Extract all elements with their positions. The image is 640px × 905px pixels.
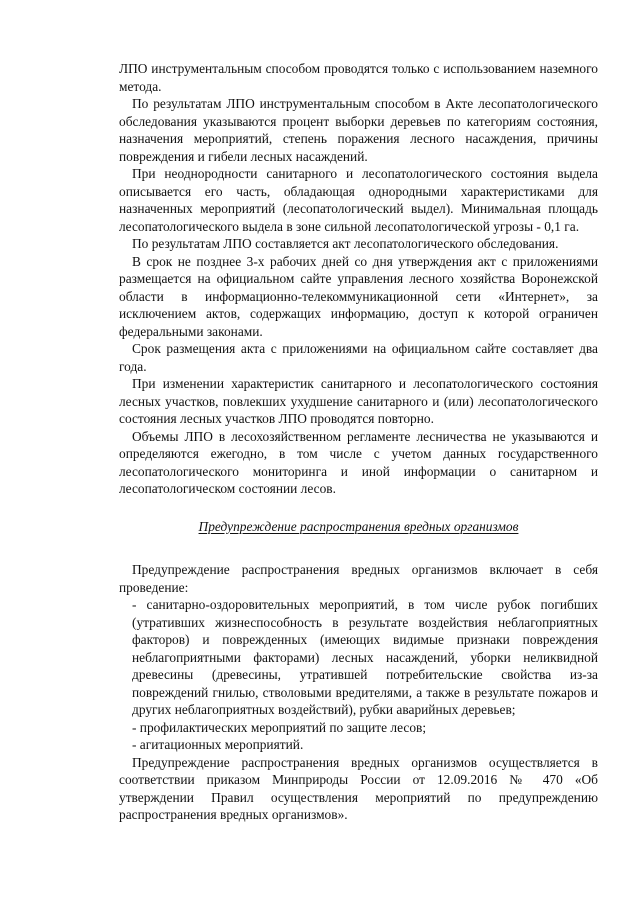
paragraph: По результатам ЛПО составляется акт лесопатологического обследования. — [132, 236, 559, 251]
section-heading: Предупреждение распространения вредных организмов — [198, 518, 519, 534]
paragraph: ЛПО инструментальным способом проводятся только с использованием наземного метода. — [119, 61, 598, 94]
spacer — [119, 535, 598, 561]
paragraph: При изменении характеристик санитарного и лесопатологического состояния лесных участков, повлекших ухудшение санитарного и (или) лесопатологического состояния лесных участков ЛПО проводятся повторно. — [119, 376, 598, 426]
paragraph: По результатам ЛПО инструментальным способом в Акте лесопатологического обследования указываются процент выборки деревьев по категориям состояния, назначения мероприятий, степень поражения лесного насаждения, причины повреждения и гибели лесных насаждений. — [119, 96, 598, 164]
closing-paragraph: Предупреждение распространения вредных организмов осуществляется в соответствии приказом Минприроды России от 12.09.2016 № 470 «Об утверждении Правил осуществления мероприятий по предупреждению распространения вредных организмов». — [119, 754, 598, 822]
paragraph: В срок не позднее 3-х рабочих дней со дня утверждения акт с приложениями размещается на официальном сайте управления лесного хозяйства Воронежской области в информационно-телекоммуникационной сети «Интернет», за исключением актов, содержащих информацию, доступ к которой ограничен федеральными законами. — [119, 253, 598, 339]
paragraph: Срок размещения акта с приложениями на официальном сайте составляет два года. — [119, 341, 598, 374]
list-item: - санитарно-оздоровительных мероприятий, в том числе рубок погибших (утративших жизнеспособность в результате воздействия неблагоприятных факторов) и поврежденных (имеющих видимые признаки повреждения неблагоприятными факторами) лесных насаждений, уборки неликвидной древесины (древесины, утратившей потребительские свойства из-за повреждений гнилью, стволовыми вредителями, а также в результате пожаров и других неблагоприятных воздействий), рубки аварийных деревьев; — [132, 597, 598, 717]
body-text — [119, 60, 598, 498]
section-body — [119, 561, 598, 824]
list-item: - агитационных мероприятий. — [132, 737, 304, 752]
list-item: - профилактических мероприятий по защите лесов; — [132, 719, 427, 735]
paragraph: Объемы ЛПО в лесохозяйственном регламенте лесничества не указываются и определяются ежегодно, в том числе с учетом данных государственного лесопатологического мониторинга и иной информации о санитарном и лесопатологическом состоянии лесов. — [119, 428, 598, 496]
section-intro: Предупреждение распространения вредных организмов включает в себя проведение: — [119, 562, 598, 595]
paragraph: При неоднородности санитарного и лесопатологического состояния выдела описывается его часть, обладающая однородными характеристиками для назначенных мероприятий (лесопатологический выдел). Минимальная площадь лесопатологического выдела в зоне сильной лесопатологической угрозы - 0,1 га. — [119, 166, 598, 234]
